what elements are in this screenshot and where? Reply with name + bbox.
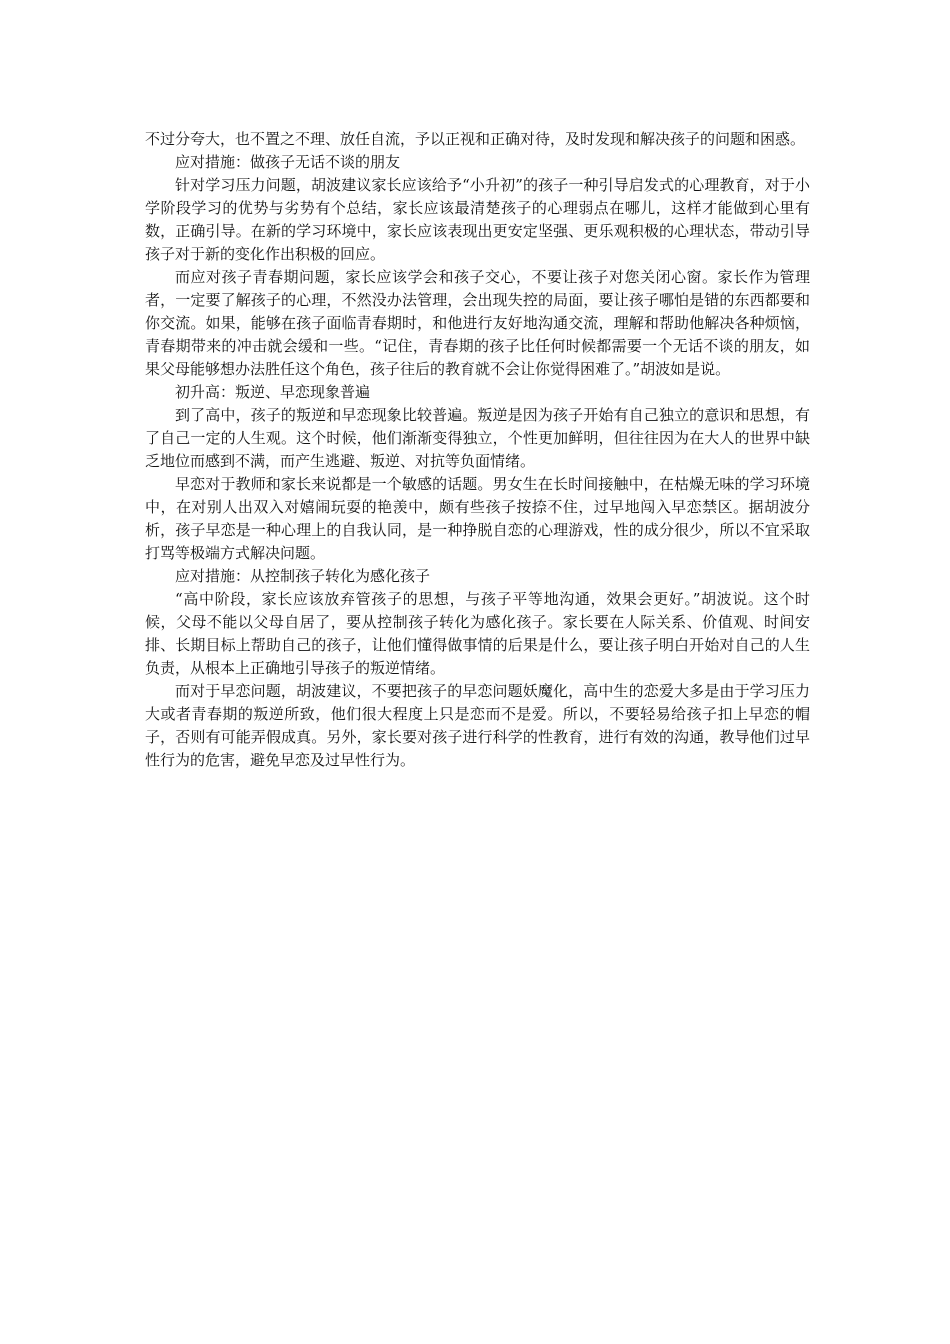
- paragraph-continuation: 不过分夸大，也不置之不理、放任自流，予以正视和正确对待，及时发现和解决孩子的问题和困惑。: [145, 130, 806, 148]
- paragraph-puberty: 而应对孩子青春期问题，家长应该学会和孩子交心，不要让孩子对您关闭心窗。家长作为管理者，一定要了解孩子的心理，不然没办法管理，会出现失控的局面，要让孩子哪怕是错的东西都要和你交流。如果，能够在孩子面临青春期时，和他进行友好地沟通交流，理解和帮助他解决各种烦恼，青春期带来的冲击就会缓和一些。“记住，青春期的孩子比任何时候都需要一个无话不谈的朋友，如果父母能够想办法胜任这个角色，孩子往后的教育就不会让你觉得困难了。”胡波如是说。: [145, 268, 810, 378]
- section-heading-measure-friend: 应对措施：做孩子无话不谈的朋友: [175, 153, 401, 171]
- section-heading-measure-influence: 应对措施：从控制孩子转化为感化孩子: [175, 567, 431, 585]
- paragraph-early-love-advice: 而对于早恋问题，胡波建议，不要把孩子的早恋问题妖魔化，高中生的恋爱大多是由于学习压力大或者青春期的叛逆所致，他们很大程度上只是恋而不是爱。所以，不要轻易给孩子扣上早恋的帽子，否则有可能弄假成真。另外，家长要对孩子进行科学的性教育，进行有效的沟通，教导他们过早性行为的危害，避免早恋及过早性行为。: [145, 682, 810, 769]
- paragraph-rebellion: 到了高中，孩子的叛逆和早恋现象比较普遍。叛逆是因为孩子开始有自己独立的意识和思想，有了自己一定的人生观。这个时候，他们渐渐变得独立，个性更加鲜明，但往往因为在大人的世界中缺乏地位而感到不满，而产生逃避、叛逆、对抗等负面情绪。: [145, 406, 810, 470]
- paragraph-study-pressure: 针对学习压力问题，胡波建议家长应该给予“小升初”的孩子一种引导启发式的心理教育，对于小学阶段学习的优势与劣势有个总结，家长应该最清楚孩子的心理弱点在哪儿，这样才能做到心里有数，正确引导。在新的学习环境中，家长应该表现出更安定坚强、更乐观积极的心理状态，带动引导孩子对于新的变化作出积极的回应。: [145, 176, 810, 263]
- section-heading-high-school: 初升高：叛逆、早恋现象普遍: [175, 383, 371, 401]
- document-body: [145, 128, 810, 772]
- paragraph-equal-communication: “高中阶段，家长应该放弃管孩子的思想，与孩子平等地沟通，效果会更好。”胡波说。这个时候，父母不能以父母自居了，要从控制孩子转化为感化孩子。家长要在人际关系、价值观、时间安排、长期目标上帮助自己的孩子，让他们懂得做事情的后果是什么，要让孩子明白开始对自己的人生负责，从根本上正确地引导孩子的叛逆情绪。: [145, 590, 810, 677]
- paragraph-early-love: 早恋对于教师和家长来说都是一个敏感的话题。男女生在长时间接触中，在枯燥无味的学习环境中，在对别人出双入对嬉闹玩耍的艳羡中，颇有些孩子按捺不住，过早地闯入早恋禁区。据胡波分析，孩子早恋是一种心理上的自我认同，是一种挣脱自恋的心理游戏，性的成分很少，所以不宜采取打骂等极端方式解决问题。: [145, 475, 810, 562]
